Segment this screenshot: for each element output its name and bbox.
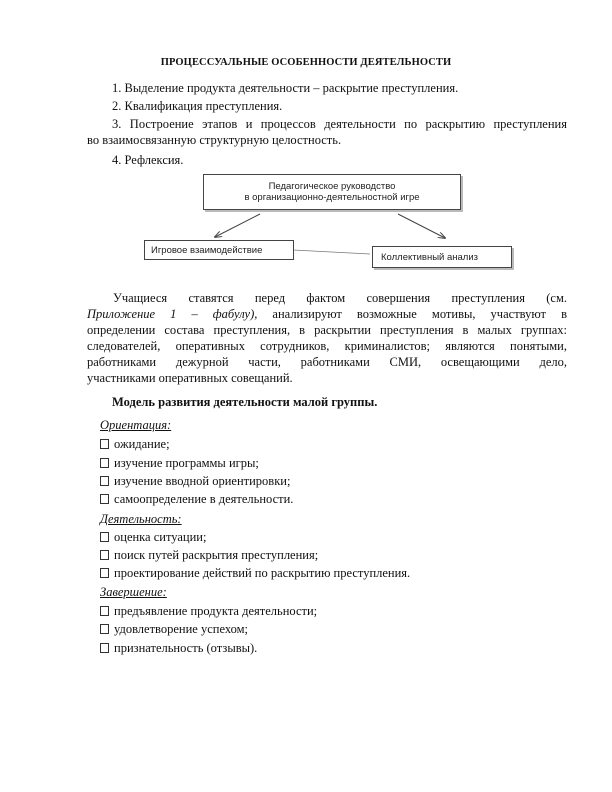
- model-heading: Модель развития деятельности малой группы.: [112, 395, 378, 409]
- checkbox-icon: [100, 439, 109, 449]
- arrow-left: [215, 214, 260, 237]
- paragraph-line: участниками оперативных совещаний.: [87, 371, 293, 385]
- section-title: Деятельность:: [100, 512, 182, 526]
- body-paragraph: [87, 290, 567, 386]
- bullet-item: [100, 548, 318, 563]
- list-item: [87, 116, 567, 148]
- bullet-text: ожидание;: [114, 437, 170, 451]
- bullet-text: изучение программы игры;: [114, 456, 259, 470]
- paragraph-text: анализируют возможные мотивы, участвуют в: [257, 307, 567, 321]
- bullet-item: [100, 437, 170, 452]
- list-item-line: во взаимосвязанную структурную целостность.: [87, 133, 342, 147]
- checkbox-icon: [100, 624, 109, 634]
- checkbox-icon: [100, 568, 109, 578]
- list-item: 2. Квалификация преступления.: [112, 99, 283, 113]
- paragraph-line: Учащиеся ставятся перед фактом совершения преступления (см.: [113, 291, 567, 305]
- bullet-text: самоопределение в деятельности.: [114, 492, 294, 506]
- paragraph-line: работниками дежурной части, работниками СМИ, освещающими дело,: [87, 355, 567, 369]
- checkbox-icon: [100, 643, 109, 653]
- process-diagram: [140, 172, 520, 272]
- bullet-text: признательность (отзывы).: [114, 641, 258, 655]
- bullet-item: [100, 530, 206, 545]
- bullet-item: [100, 456, 259, 471]
- bullet-item: [100, 622, 248, 637]
- checkbox-icon: [100, 532, 109, 542]
- page-title: ПРОЦЕССУАЛЬНЫЕ ОСОБЕННОСТИ ДЕЯТЕЛЬНОСТИ: [160, 57, 452, 68]
- connector-line: [293, 250, 370, 254]
- bullet-text: проектирование действий по раскрытию преступления.: [114, 566, 411, 580]
- checkbox-icon: [100, 458, 109, 468]
- left-box: Игровое взаимодействие: [144, 240, 294, 260]
- bullet-item: [100, 566, 410, 581]
- bullet-item: [100, 474, 290, 489]
- top-box-line: Педагогическое руководство: [268, 181, 396, 192]
- arrow-right: [398, 214, 445, 238]
- bullet-item: [100, 492, 293, 507]
- bullet-text: изучение вводной ориентировки;: [114, 474, 291, 488]
- bullet-text: поиск путей раскрытия преступления;: [114, 548, 319, 562]
- top-box: [203, 174, 461, 210]
- list-item-line: 3. Построение этапов и процессов деятельности по раскрытию преступления: [112, 117, 567, 131]
- paragraph-line: следователей, оперативных сотрудников, криминалистов; являются понятыми,: [87, 339, 567, 353]
- top-box-line: в организационно-деятельностной игре: [244, 192, 420, 203]
- appendix-reference: Приложение 1 – фабулу),: [87, 307, 258, 321]
- checkbox-icon: [100, 550, 109, 560]
- checkbox-icon: [100, 494, 109, 504]
- bullet-text: предъявление продукта деятельности;: [114, 604, 318, 618]
- right-box: Коллективный анализ: [372, 246, 512, 268]
- checkbox-icon: [100, 476, 109, 486]
- bullet-item: [100, 641, 257, 656]
- bullet-text: оценка ситуации;: [114, 530, 207, 544]
- section-title: Ориентация:: [100, 418, 172, 432]
- section-title: Завершение:: [100, 585, 167, 599]
- paragraph-line: определении состава преступления, в раскрытии преступления в малых группах:: [87, 323, 567, 337]
- bullet-text: удовлетворение успехом;: [114, 622, 249, 636]
- paragraph-line: [87, 306, 567, 322]
- list-item: 1. Выделение продукта деятельности – раскрытие преступления.: [112, 81, 459, 95]
- list-item: 4. Рефлексия.: [112, 153, 184, 167]
- checkbox-icon: [100, 606, 109, 616]
- bullet-item: [100, 604, 317, 619]
